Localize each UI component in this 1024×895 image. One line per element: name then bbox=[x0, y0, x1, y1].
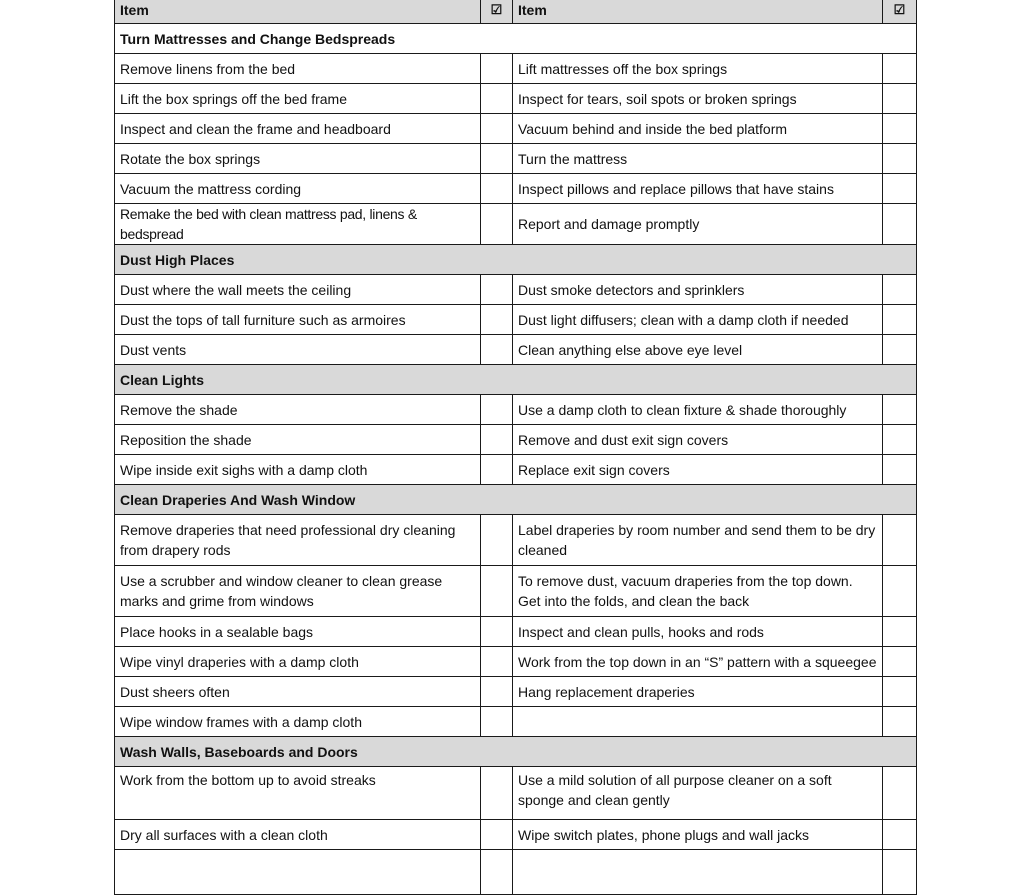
section-header bbox=[115, 485, 917, 515]
table-row bbox=[115, 566, 917, 617]
check-box[interactable] bbox=[481, 647, 513, 677]
task-left: Dust where the wall meets the ceiling bbox=[115, 275, 481, 305]
check-box[interactable] bbox=[481, 335, 513, 365]
section-header bbox=[115, 245, 917, 275]
check-box[interactable] bbox=[883, 114, 917, 144]
check-box[interactable] bbox=[481, 617, 513, 647]
check-box[interactable] bbox=[481, 174, 513, 204]
check-box[interactable] bbox=[481, 114, 513, 144]
table-row bbox=[115, 455, 917, 485]
check-box[interactable] bbox=[883, 566, 917, 617]
table-row bbox=[115, 850, 917, 895]
check-box[interactable] bbox=[481, 305, 513, 335]
task-left: Lift the box springs off the bed frame bbox=[115, 84, 481, 114]
task-left: Remove linens from the bed bbox=[115, 54, 481, 84]
task-right: Remove and dust exit sign covers bbox=[513, 425, 883, 455]
header-item-right: Item bbox=[513, 0, 883, 24]
table-row bbox=[115, 617, 917, 647]
task-right: Inspect pillows and replace pillows that have stains bbox=[513, 174, 883, 204]
check-box[interactable] bbox=[883, 707, 917, 737]
check-box[interactable] bbox=[883, 335, 917, 365]
section-title: Wash Walls, Baseboards and Doors bbox=[115, 737, 917, 767]
task-left: Work from the bottom up to avoid streaks bbox=[115, 767, 481, 820]
task-right: Inspect and clean pulls, hooks and rods bbox=[513, 617, 883, 647]
task-left: Use a scrubber and window cleaner to clean grease marks and grime from windows bbox=[115, 566, 481, 617]
task-right: Vacuum behind and inside the bed platform bbox=[513, 114, 883, 144]
check-box[interactable] bbox=[883, 425, 917, 455]
task-left bbox=[115, 850, 481, 895]
task-left: Place hooks in a sealable bags bbox=[115, 617, 481, 647]
task-right bbox=[513, 850, 883, 895]
check-box[interactable] bbox=[883, 455, 917, 485]
task-left: Vacuum the mattress cording bbox=[115, 174, 481, 204]
task-right: Use a mild solution of all purpose cleaner on a soft sponge and clean gently bbox=[513, 767, 883, 820]
task-left: Dry all surfaces with a clean cloth bbox=[115, 820, 481, 850]
task-left: Dust vents bbox=[115, 335, 481, 365]
checklist-table bbox=[114, 0, 917, 895]
header-checkbox-left-icon: ☑ bbox=[481, 0, 513, 24]
table-row bbox=[115, 335, 917, 365]
check-box[interactable] bbox=[481, 144, 513, 174]
table-row bbox=[115, 204, 917, 245]
check-box[interactable] bbox=[883, 305, 917, 335]
check-box[interactable] bbox=[481, 425, 513, 455]
check-box[interactable] bbox=[481, 84, 513, 114]
table-row bbox=[115, 275, 917, 305]
table-row bbox=[115, 305, 917, 335]
table-row bbox=[115, 707, 917, 737]
check-box[interactable] bbox=[883, 84, 917, 114]
check-box[interactable] bbox=[883, 204, 917, 245]
check-box[interactable] bbox=[883, 850, 917, 895]
task-left: Dust sheers often bbox=[115, 677, 481, 707]
task-right: Turn the mattress bbox=[513, 144, 883, 174]
task-right: Work from the top down in an “S” pattern with a squeegee bbox=[513, 647, 883, 677]
header-item-left: Item bbox=[115, 0, 481, 24]
check-box[interactable] bbox=[883, 820, 917, 850]
check-box[interactable] bbox=[883, 144, 917, 174]
section-header bbox=[115, 24, 917, 54]
task-right bbox=[513, 707, 883, 737]
check-box[interactable] bbox=[883, 174, 917, 204]
table-row bbox=[115, 677, 917, 707]
table-row bbox=[115, 114, 917, 144]
task-left: Wipe window frames with a damp cloth bbox=[115, 707, 481, 737]
task-right: To remove dust, vacuum draperies from the top down. Get into the folds, and clean the back bbox=[513, 566, 883, 617]
section-title: Clean Draperies And Wash Window bbox=[115, 485, 917, 515]
check-box[interactable] bbox=[481, 204, 513, 245]
task-left: Wipe inside exit sighs with a damp cloth bbox=[115, 455, 481, 485]
task-right: Label draperies by room number and send them to be dry cleaned bbox=[513, 515, 883, 566]
task-right: Use a damp cloth to clean fixture & shade thoroughly bbox=[513, 395, 883, 425]
check-box[interactable] bbox=[883, 647, 917, 677]
check-box[interactable] bbox=[883, 275, 917, 305]
task-left: Wipe vinyl draperies with a damp cloth bbox=[115, 647, 481, 677]
check-box[interactable] bbox=[481, 767, 513, 820]
check-box[interactable] bbox=[481, 275, 513, 305]
task-right: Hang replacement draperies bbox=[513, 677, 883, 707]
task-left: Remove draperies that need professional dry cleaning from drapery rods bbox=[115, 515, 481, 566]
check-box[interactable] bbox=[481, 566, 513, 617]
check-box[interactable] bbox=[481, 54, 513, 84]
task-right: Replace exit sign covers bbox=[513, 455, 883, 485]
check-box[interactable] bbox=[883, 677, 917, 707]
check-box[interactable] bbox=[481, 677, 513, 707]
table-row bbox=[115, 515, 917, 566]
task-left: Remove the shade bbox=[115, 395, 481, 425]
task-right: Dust smoke detectors and sprinklers bbox=[513, 275, 883, 305]
table-row bbox=[115, 395, 917, 425]
check-box[interactable] bbox=[883, 515, 917, 566]
section-title: Dust High Places bbox=[115, 245, 917, 275]
task-left: Remake the bed with clean mattress pad, linens & bedspread bbox=[115, 204, 481, 245]
task-left: Inspect and clean the frame and headboard bbox=[115, 114, 481, 144]
task-right: Lift mattresses off the box springs bbox=[513, 54, 883, 84]
task-left: Dust the tops of tall furniture such as armoires bbox=[115, 305, 481, 335]
section-header bbox=[115, 365, 917, 395]
table-row bbox=[115, 144, 917, 174]
table-header-row bbox=[115, 0, 917, 24]
check-box[interactable] bbox=[883, 617, 917, 647]
check-box[interactable] bbox=[481, 707, 513, 737]
task-right: Inspect for tears, soil spots or broken springs bbox=[513, 84, 883, 114]
table-row bbox=[115, 820, 917, 850]
task-right: Wipe switch plates, phone plugs and wall jacks bbox=[513, 820, 883, 850]
task-right: Dust light diffusers; clean with a damp cloth if needed bbox=[513, 305, 883, 335]
task-right: Report and damage promptly bbox=[513, 204, 883, 245]
section-header bbox=[115, 737, 917, 767]
check-box[interactable] bbox=[883, 395, 917, 425]
table-row bbox=[115, 174, 917, 204]
check-box[interactable] bbox=[481, 515, 513, 566]
table-row bbox=[115, 54, 917, 84]
check-box[interactable] bbox=[481, 395, 513, 425]
check-box[interactable] bbox=[481, 850, 513, 895]
check-box[interactable] bbox=[883, 54, 917, 84]
check-box[interactable] bbox=[481, 455, 513, 485]
task-left: Rotate the box springs bbox=[115, 144, 481, 174]
task-right: Clean anything else above eye level bbox=[513, 335, 883, 365]
table-row bbox=[115, 84, 917, 114]
table-row bbox=[115, 425, 917, 455]
check-box[interactable] bbox=[481, 820, 513, 850]
table-row bbox=[115, 767, 917, 820]
task-left: Reposition the shade bbox=[115, 425, 481, 455]
check-box[interactable] bbox=[883, 767, 917, 820]
section-title: Clean Lights bbox=[115, 365, 917, 395]
header-checkbox-right-icon: ☑ bbox=[883, 0, 917, 24]
table-row bbox=[115, 647, 917, 677]
section-title: Turn Mattresses and Change Bedspreads bbox=[115, 24, 917, 54]
